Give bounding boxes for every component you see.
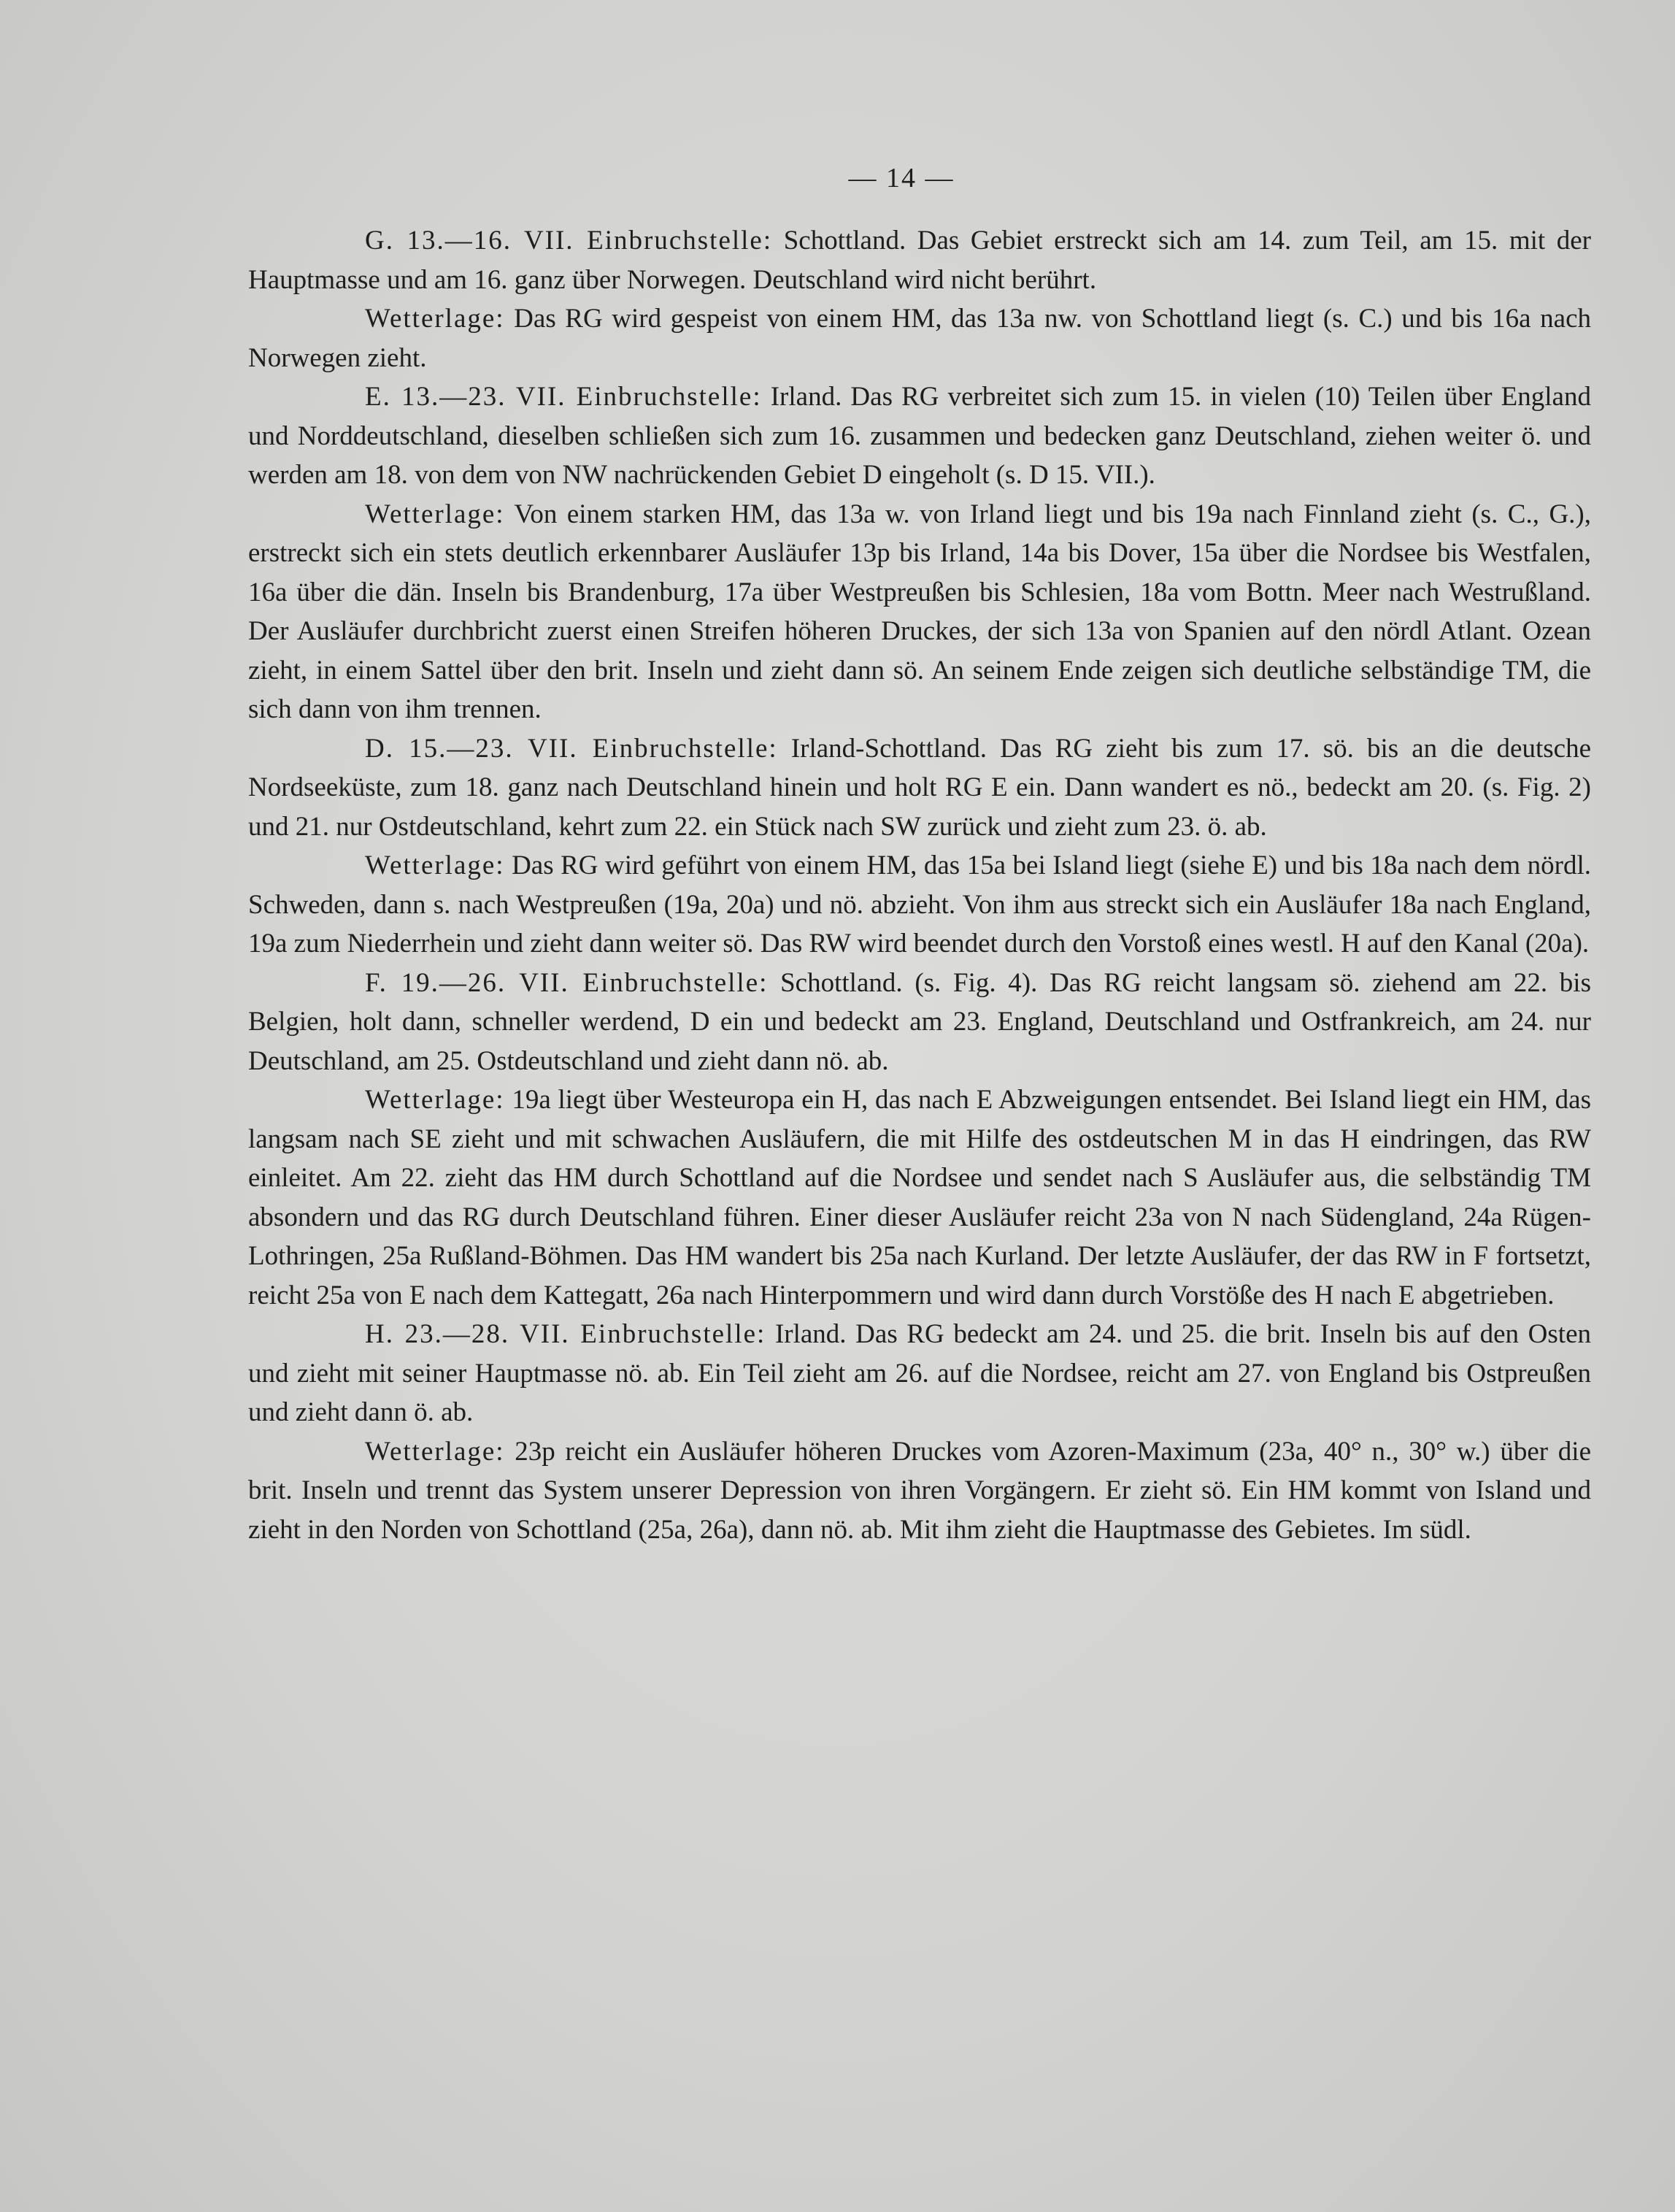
paragraph-text: Irland. Das RG bedeckt am 24. und 25. die brit. Inseln bis auf den Osten und zieht mit seiner Hauptmasse nö. ab. Ein Teil zieht am 26. auf die Nordsee, reicht am 27. von England bis Ostpreußen und zieht dann ö. ab. xyxy=(248,1319,1591,1427)
paragraph-lead: Wetterlage: xyxy=(365,850,505,880)
paragraph-lead: Wetterlage: xyxy=(365,304,505,334)
paragraph-lead: Wetterlage: xyxy=(365,1436,505,1467)
paragraph-f-weather xyxy=(248,1080,1591,1315)
paragraph-e-weather xyxy=(248,495,1591,729)
paragraph-text: Schottland. Das Gebiet erstreckt sich am 14. zum Teil, am 15. mit der Hauptmasse und am 16. ganz über Norwegen. Deutschland wird nicht berührt. xyxy=(248,226,1591,295)
paragraph-text: Das RG wird geführt von einem HM, das 15a bei Island liegt (siehe E) und bis 18a nach dem nördl. Schweden, dann s. nach Westpreußen (19a, 20a) und nö. abzieht. Von ihm aus streckt sich ein Ausläufer 18a nach England, 19a zum Niederrhein und zieht dann weiter sö. Das RW wird beendet durch den Vorstoß eines westl. H auf den Kanal (20a). xyxy=(248,850,1591,959)
paragraph-lead: G. 13.—16. VII. Einbruchstelle: xyxy=(365,226,773,256)
paragraph-text: Schottland. (s. Fig. 4). Das RG reicht langsam sö. ziehend am 22. bis Belgien, holt dann, schneller werdend, D ein und bedeckt am 23. England, Deutschland und Ostfrankreich, am 24. nur Deutschland, am 25. Ostdeutschland und zieht dann nö. ab. xyxy=(248,967,1591,1076)
paragraph-text: 23p reicht ein Ausläufer höheren Druckes vom Azoren-Maximum (23a, 40° n., 30° w.) über die brit. Inseln und trennt das System unserer Depression von ihren Vorgängern. Er zieht sö. Ein HM kommt von Island und zieht in den Norden von Schottland (25a, 26a), dann nö. ab. Mit ihm zieht die Hauptmasse des Gebietes. Im südl. xyxy=(248,1436,1591,1545)
paragraph-f-event xyxy=(248,964,1591,1081)
paragraph-text: Von einem starken HM, das 13a w. von Irland liegt und bis 19a nach Finnland zieht (s. C., G.), erstreckt sich ein stets deutlich erkennbarer Ausläufer 13p bis Irland, 14a bis Dover, 15a über die Nordsee bis Westfalen, 16a über die dän. Inseln bis Brandenburg, 17a über Westpreußen bis Schlesien, 18a vom Bottn. Meer nach Westrußland. Der Ausläufer durchbricht zuerst einen Streifen höheren Druckes, der sich 13a von Spanien auf den nördl Atlant. Ozean zieht, in einem Sattel über den brit. Inseln und zieht dann sö. An seinem Ende zeigen sich deutliche selbständige TM, die sich dann von ihm trennen. xyxy=(248,499,1591,724)
paragraph-h-weather xyxy=(248,1432,1591,1550)
paragraph-e-event xyxy=(248,377,1591,495)
paragraph-lead: Wetterlage: xyxy=(365,1085,505,1115)
paragraph-h-event xyxy=(248,1315,1591,1432)
paragraph-lead: H. 23.—28. VII. Einbruchstelle: xyxy=(365,1319,766,1349)
paragraph-lead: Wetterlage: xyxy=(365,499,505,529)
paragraph-d-weather xyxy=(248,846,1591,964)
paragraph-text: Irland-Schottland. Das RG zieht bis zum 17. sö. bis an die deutsche Nordseeküste, zum 18. ganz nach Deutschland hinein und holt RG E ein. Dann wandert es nö., bedeckt am 20. (s. Fig. 2) und 21. nur Ostdeutschland, kehrt zum 22. ein Stück nach SW zurück und zieht zum 23. ö. ab. xyxy=(248,733,1591,842)
paragraph-lead: D. 15.—23. VII. Einbruchstelle: xyxy=(365,733,778,764)
paragraph-d-event xyxy=(248,729,1591,847)
page-number: — 14 — xyxy=(848,163,955,193)
paragraph-g-event xyxy=(248,221,1591,299)
paragraph-text: 19a liegt über Westeuropa ein H, das nach E Abzweigungen entsendet. Bei Island liegt ein HM, das langsam nach SE zieht und mit schwachen Ausläufern, die mit Hilfe des ostdeutschen M in das H eindringen, das RW einleitet. Am 22. zieht das HM durch Schottland auf die Nordsee und sendet nach S Ausläufer aus, die selbständig TM absondern und das RG durch Deutschland führen. Einer dieser Ausläufer reicht 23a von N nach Südengland, 24a Rügen-Lothringen, 25a Rußland-Böhmen. Das HM wandert bis 25a nach Kurland. Der letzte Ausläufer, der das RW in F fortsetzt, reicht 25a von E nach dem Kattegatt, 26a nach Hinterpommern und wird dann durch Vorstöße des H nach E abgetrieben. xyxy=(248,1085,1591,1310)
paragraph-lead: E. 13.—23. VII. Einbruchstelle: xyxy=(365,382,762,412)
paragraph-text: Irland. Das RG verbreitet sich zum 15. in vielen (10) Teilen über England und Norddeutschland, dieselben schließen sich zum 16. zusammen und bedecken ganz Deutschland, ziehen weiter ö. und werden am 18. von dem von NW nachrückenden Gebiet D eingeholt (s. D 15. VII.). xyxy=(248,382,1591,490)
paragraph-g-weather xyxy=(248,299,1591,377)
paragraph-lead: F. 19.—26. VII. Einbruchstelle: xyxy=(365,967,769,998)
paragraph-text: Das RG wird gespeist von einem HM, das 13a nw. von Schottland liegt (s. C.) und bis 16a nach Norwegen zieht. xyxy=(248,304,1591,373)
body-text xyxy=(248,221,1591,1549)
